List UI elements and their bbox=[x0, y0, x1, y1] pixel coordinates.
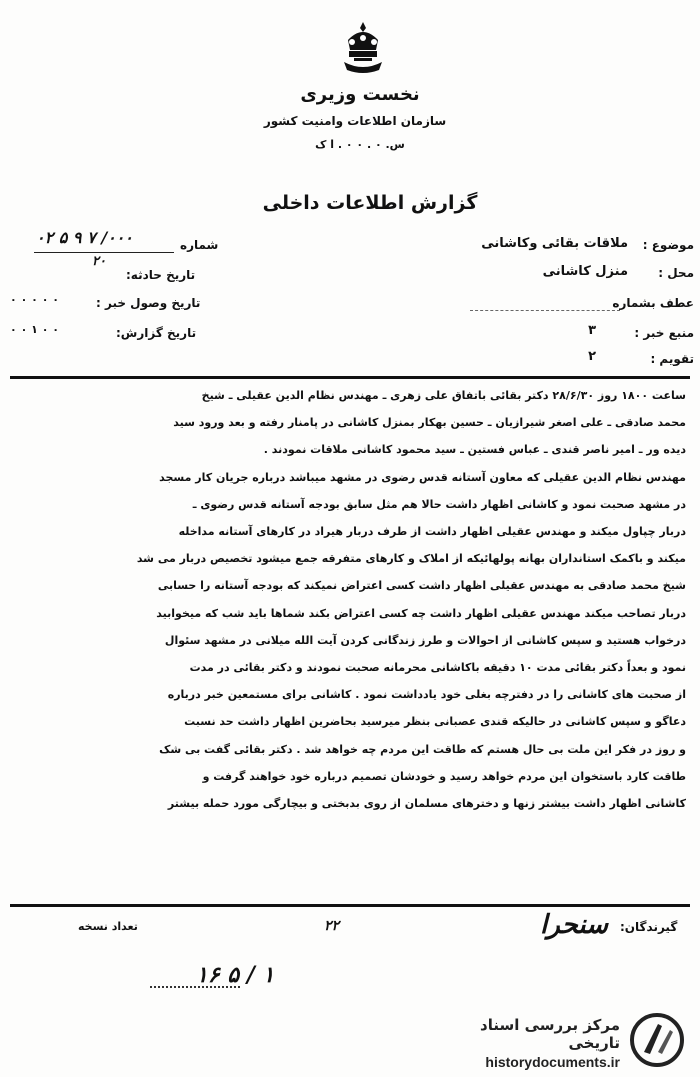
source-value: ۳ bbox=[588, 323, 596, 338]
event-date-label: تاریخ حادثه: bbox=[126, 268, 196, 282]
report-body bbox=[14, 382, 686, 817]
rating-label: تقویم : bbox=[650, 352, 694, 366]
ref-label: عطف بشماره bbox=[612, 296, 694, 310]
header-organization: سازمان اطلاعات وامنیت کشور bbox=[263, 114, 447, 128]
place-value: منزل کاشانی bbox=[542, 264, 628, 279]
handwritten-stroke bbox=[150, 986, 240, 988]
report-date-value: ۰ ۰ ۱ ۰ ۰ bbox=[10, 323, 59, 336]
body-line: دربار تصاحب میکند مهندس عقیلی اظهار داشت چه کسی اعتراض بکند شماها باید شب که میخوابید bbox=[156, 606, 686, 620]
watermark-url: historydocuments.ir bbox=[485, 1054, 620, 1070]
header-ministry: نخست وزیری bbox=[300, 84, 420, 105]
subject-label: موضوع : bbox=[642, 238, 694, 252]
body-line: طاقت کارد باستخوان این مردم خواهد رسید و خودشان تصمیم درباره خود خواهند گرفت و bbox=[202, 769, 686, 783]
body-line: کاشانی اظهار داشت بیشتر زنها و دخترهای مسلمان از روی بدبختی و بیچارگی مورد حمله بیشتر bbox=[167, 797, 686, 811]
ref-blank-line bbox=[470, 310, 620, 311]
body-line: دعاگو و سپس کاشانی در حالیکه قندی عصبانی بنظر میرسید بحاضرین اظهار داشت حد نسبت bbox=[184, 715, 686, 729]
subject-value: ملاقات بقائی وکاشانی bbox=[481, 236, 628, 251]
body-line: ساعت ۱۸۰۰ روز ۲۸/۶/۳۰ دکتر بقائی باتفاق علی زهری ـ مهندس نظام الدین عقیلی ـ شیخ bbox=[201, 389, 686, 402]
number-underline bbox=[34, 252, 174, 253]
crown-emblem-icon bbox=[338, 20, 388, 78]
body-line: دیده ور ـ امیر ناصر قندی ـ عباس فستین ـ سید محمود کاشانی ملاقات نمودند . bbox=[263, 443, 686, 457]
place-label: محل : bbox=[658, 266, 694, 280]
body-line: نمود و بعداً دکتر بقائی مدت ۱۰ دقیقه باکاشانی محرمانه صحبت نمودند و دکتر بقائی در مدت bbox=[189, 661, 686, 675]
received-date-label: تاریخ وصول خبر : bbox=[96, 296, 201, 310]
header-code: س. ۰ . ۰ ۰ . ا ک bbox=[315, 138, 405, 151]
recipients-label: گیرندگان: bbox=[620, 920, 678, 934]
source-label: منبع خبر : bbox=[634, 326, 694, 340]
body-line: در مشهد صحبت نمود و کاشانی اظهار داشت حالا هم مثل سابق بودجه آستانه قدس رضوی ـ bbox=[192, 497, 686, 511]
header-divider bbox=[10, 376, 690, 379]
handwritten-note: ۱۶ ۵ / ۱ bbox=[196, 962, 275, 988]
body-line: شیخ محمد صادقی به مهندس عقیلی اظهار داشت کسی اعتراض نمیکند که بودجه آستانه را حسابی bbox=[157, 579, 686, 593]
rating-value: ۲ bbox=[588, 349, 596, 364]
report-title: گزارش اطلاعات داخلی bbox=[262, 192, 478, 214]
archive-logo-icon bbox=[628, 1012, 686, 1068]
body-line: از صحبت های کاشانی را در دفترچه بغلی خود یادداشت نمود . کاشانی برای مستمعین خبر درباره bbox=[167, 688, 686, 702]
page-mark: ۲۲ bbox=[324, 918, 340, 934]
body-line: مهندس نظام الدین عقیلی که معاون آستانه قدس رضوی در مشهد میباشد درباره جریان کار مسجد bbox=[159, 470, 686, 484]
body-line: درخواب هستید و سپس کاشانی از احوالات و طرز زندگانی کردن آیت الله میلانی در مشهد سئوال bbox=[164, 633, 686, 647]
body-line: و روز در فکر این ملت بی حال هستم که طاقت این مردم چه خواهد شد . دکتر بقائی گفت بی شک bbox=[159, 742, 686, 756]
body-line: محمد صادقی ـ علی اصغر شیرازیان ـ حسین بهکار بمنزل کاشانی در پامنار رفته و بعد ورود سید bbox=[173, 416, 686, 430]
copies-label: تعداد نسخه bbox=[78, 920, 138, 933]
number-value: ۰۲ ۵ ۹ ۷ /۰۰۰ bbox=[36, 228, 133, 247]
report-date-label: تاریخ گزارش: bbox=[116, 326, 197, 340]
handwritten-code: سنحرا bbox=[540, 910, 608, 940]
number-label: شماره bbox=[180, 238, 219, 252]
watermark-title: مرکز بررسی اسناد تاریخی bbox=[480, 1016, 620, 1052]
body-line: دربار چپاول میکند و مهندس عقیلی اظهار داشت از طرف دربار هیراد در کارهای آستانه مداخله bbox=[178, 525, 686, 539]
footer-divider bbox=[10, 904, 690, 907]
number-sub: ۲۰ bbox=[92, 254, 106, 269]
body-line: میکند و باکمک استانداران بهانه پولهائیکه از املاک و کارهای متفرقه جمع میشود تخصیص دربار می شد bbox=[136, 552, 686, 566]
watermark bbox=[430, 1016, 620, 1070]
received-date-value: ۰ ۰ ۰ ۰ ۰ bbox=[10, 293, 59, 306]
